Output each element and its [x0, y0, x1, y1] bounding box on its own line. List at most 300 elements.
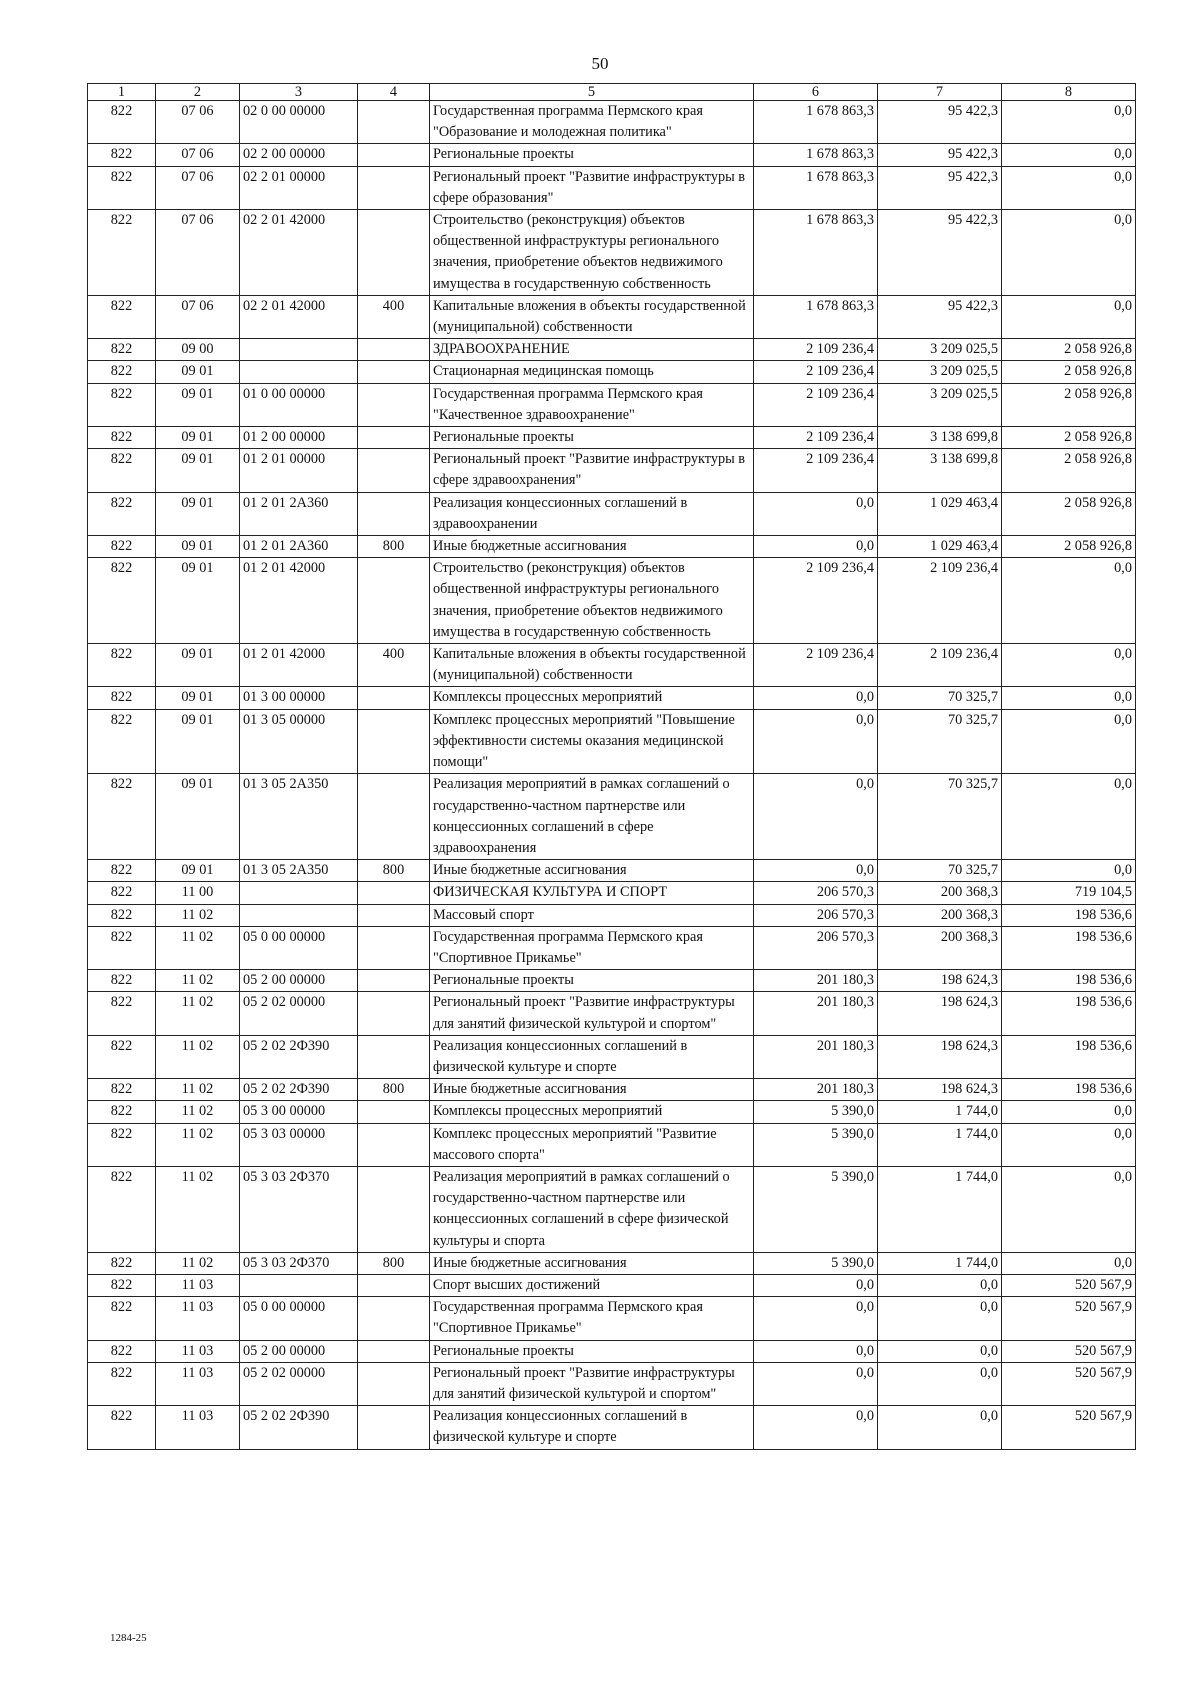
cell-amount-2: 0,0 [878, 1297, 1002, 1340]
table-row [88, 210, 1136, 296]
cell-description: Капитальные вложения в объекты государственной (муниципальной) собственности [430, 295, 754, 338]
cell-amount-1: 201 180,3 [754, 970, 878, 992]
table-row [88, 361, 1136, 383]
cell-amount-1: 0,0 [754, 1406, 878, 1449]
table-row [88, 449, 1136, 492]
cell-target-article: 01 2 01 42000 [240, 558, 358, 644]
table-row [88, 1123, 1136, 1166]
cell-description: Региональный проект "Развитие инфраструктуры для занятий физической культурой и спортом" [430, 992, 754, 1035]
cell-expense-type: 800 [358, 536, 430, 558]
cell-target-article: 05 0 00 00000 [240, 926, 358, 969]
cell-amount-3: 520 567,9 [1002, 1362, 1136, 1405]
cell-ministry-code: 822 [88, 904, 156, 926]
cell-amount-1: 2 109 236,4 [754, 427, 878, 449]
cell-section-code: 11 02 [156, 926, 240, 969]
cell-target-article: 01 3 00 00000 [240, 687, 358, 709]
cell-amount-2: 200 368,3 [878, 926, 1002, 969]
cell-amount-1: 0,0 [754, 1274, 878, 1296]
cell-ministry-code: 822 [88, 383, 156, 426]
cell-description: Реализация концессионных соглашений в физической культуре и спорте [430, 1406, 754, 1449]
table-row [88, 295, 1136, 338]
cell-expense-type [358, 144, 430, 166]
cell-ministry-code: 822 [88, 210, 156, 296]
cell-section-code: 09 01 [156, 383, 240, 426]
cell-expense-type [358, 992, 430, 1035]
cell-expense-type [358, 361, 430, 383]
cell-target-article: 01 2 01 00000 [240, 449, 358, 492]
cell-target-article: 05 3 03 00000 [240, 1123, 358, 1166]
cell-amount-2: 198 624,3 [878, 970, 1002, 992]
cell-expense-type: 800 [358, 860, 430, 882]
cell-ministry-code: 822 [88, 427, 156, 449]
cell-amount-1: 0,0 [754, 709, 878, 774]
cell-amount-2: 70 325,7 [878, 774, 1002, 860]
cell-target-article: 01 3 05 2А350 [240, 774, 358, 860]
cell-target-article: 01 2 01 2А360 [240, 492, 358, 535]
cell-section-code: 09 01 [156, 687, 240, 709]
cell-amount-3: 0,0 [1002, 144, 1136, 166]
table-row [88, 1035, 1136, 1078]
cell-amount-1: 201 180,3 [754, 1035, 878, 1078]
cell-expense-type [358, 1406, 430, 1449]
table-row [88, 492, 1136, 535]
cell-amount-1: 201 180,3 [754, 1079, 878, 1101]
cell-description: Региональные проекты [430, 144, 754, 166]
cell-target-article: 05 2 00 00000 [240, 1340, 358, 1362]
cell-target-article: 05 3 03 2Ф370 [240, 1166, 358, 1252]
table-row [88, 1362, 1136, 1405]
table-row [88, 144, 1136, 166]
cell-expense-type [358, 904, 430, 926]
cell-amount-2: 1 744,0 [878, 1252, 1002, 1274]
cell-amount-3: 0,0 [1002, 1123, 1136, 1166]
cell-description: Иные бюджетные ассигнования [430, 1252, 754, 1274]
table-row [88, 1079, 1136, 1101]
cell-target-article: 05 2 02 00000 [240, 1362, 358, 1405]
cell-ministry-code: 822 [88, 926, 156, 969]
cell-amount-3: 198 536,6 [1002, 1079, 1136, 1101]
table-row [88, 644, 1136, 687]
cell-description: Комплекс процессных мероприятий "Повышение эффективности системы оказания медицинской помощи" [430, 709, 754, 774]
cell-ministry-code: 822 [88, 709, 156, 774]
cell-amount-1: 2 109 236,4 [754, 449, 878, 492]
cell-ministry-code: 822 [88, 1274, 156, 1296]
cell-amount-2: 70 325,7 [878, 709, 1002, 774]
cell-amount-2: 95 422,3 [878, 295, 1002, 338]
cell-amount-1: 2 109 236,4 [754, 383, 878, 426]
cell-section-code: 11 02 [156, 1166, 240, 1252]
cell-amount-1: 1 678 863,3 [754, 101, 878, 144]
cell-ministry-code: 822 [88, 295, 156, 338]
cell-description: Реализация мероприятий в рамках соглашений о государственно-частном партнерстве или концессионных соглашений в сфере здравоохранения [430, 774, 754, 860]
cell-amount-1: 0,0 [754, 536, 878, 558]
cell-amount-2: 0,0 [878, 1362, 1002, 1405]
cell-ministry-code: 822 [88, 1166, 156, 1252]
cell-expense-type [358, 774, 430, 860]
cell-target-article: 05 2 02 2Ф390 [240, 1406, 358, 1449]
cell-target-article: 05 2 02 2Ф390 [240, 1035, 358, 1078]
cell-ministry-code: 822 [88, 1123, 156, 1166]
cell-target-article [240, 361, 358, 383]
cell-section-code: 07 06 [156, 166, 240, 209]
cell-section-code: 11 03 [156, 1406, 240, 1449]
cell-section-code: 11 02 [156, 1035, 240, 1078]
cell-target-article: 02 2 01 42000 [240, 295, 358, 338]
cell-description: Капитальные вложения в объекты государственной (муниципальной) собственности [430, 644, 754, 687]
cell-ministry-code: 822 [88, 1340, 156, 1362]
cell-ministry-code: 822 [88, 992, 156, 1035]
cell-amount-2: 70 325,7 [878, 687, 1002, 709]
column-header: 3 [240, 84, 358, 101]
cell-description: Комплекс процессных мероприятий "Развитие массового спорта" [430, 1123, 754, 1166]
budget-table [87, 83, 1136, 1450]
cell-description: Иные бюджетные ассигнования [430, 860, 754, 882]
cell-description: ЗДРАВООХРАНЕНИЕ [430, 339, 754, 361]
cell-section-code: 09 00 [156, 339, 240, 361]
cell-target-article: 05 0 00 00000 [240, 1297, 358, 1340]
cell-description: Стационарная медицинская помощь [430, 361, 754, 383]
cell-amount-3: 0,0 [1002, 558, 1136, 644]
cell-amount-3: 198 536,6 [1002, 926, 1136, 969]
table-header-row [88, 84, 1136, 101]
cell-amount-3: 2 058 926,8 [1002, 492, 1136, 535]
cell-target-article: 02 2 01 42000 [240, 210, 358, 296]
cell-amount-2: 2 109 236,4 [878, 644, 1002, 687]
cell-expense-type: 800 [358, 1252, 430, 1274]
cell-target-article: 01 2 01 42000 [240, 644, 358, 687]
cell-amount-1: 2 109 236,4 [754, 361, 878, 383]
table-row [88, 166, 1136, 209]
table-row [88, 992, 1136, 1035]
cell-expense-type [358, 687, 430, 709]
cell-amount-3: 2 058 926,8 [1002, 383, 1136, 426]
cell-ministry-code: 822 [88, 860, 156, 882]
cell-target-article [240, 1274, 358, 1296]
cell-amount-3: 0,0 [1002, 860, 1136, 882]
page-number: 50 [591, 54, 609, 73]
cell-target-article: 05 2 02 00000 [240, 992, 358, 1035]
column-header: 7 [878, 84, 1002, 101]
cell-amount-3: 0,0 [1002, 774, 1136, 860]
cell-section-code: 09 01 [156, 492, 240, 535]
cell-ministry-code: 822 [88, 970, 156, 992]
table-row [88, 1252, 1136, 1274]
cell-amount-2: 200 368,3 [878, 882, 1002, 904]
cell-amount-3: 719 104,5 [1002, 882, 1136, 904]
cell-expense-type [358, 1297, 430, 1340]
cell-amount-3: 520 567,9 [1002, 1340, 1136, 1362]
cell-description: Комплексы процессных мероприятий [430, 1101, 754, 1123]
cell-description: Иные бюджетные ассигнования [430, 1079, 754, 1101]
cell-amount-3: 2 058 926,8 [1002, 339, 1136, 361]
cell-ministry-code: 822 [88, 644, 156, 687]
cell-amount-3: 520 567,9 [1002, 1406, 1136, 1449]
cell-ministry-code: 822 [88, 101, 156, 144]
cell-amount-3: 198 536,6 [1002, 992, 1136, 1035]
cell-amount-1: 0,0 [754, 687, 878, 709]
cell-description: Строительство (реконструкция) объектов общественной инфраструктуры регионального значения, приобретение объектов недвижимого имущества в государственную собственность [430, 558, 754, 644]
cell-section-code: 11 03 [156, 1274, 240, 1296]
table-row [88, 882, 1136, 904]
cell-expense-type [358, 210, 430, 296]
cell-amount-3: 2 058 926,8 [1002, 361, 1136, 383]
cell-amount-2: 0,0 [878, 1406, 1002, 1449]
cell-expense-type: 400 [358, 644, 430, 687]
cell-amount-1: 5 390,0 [754, 1252, 878, 1274]
cell-amount-3: 0,0 [1002, 101, 1136, 144]
cell-amount-1: 5 390,0 [754, 1166, 878, 1252]
cell-amount-3: 520 567,9 [1002, 1297, 1136, 1340]
table-row [88, 101, 1136, 144]
table-row [88, 1274, 1136, 1296]
cell-amount-3: 0,0 [1002, 1101, 1136, 1123]
cell-amount-1: 1 678 863,3 [754, 210, 878, 296]
table-row [88, 1101, 1136, 1123]
cell-amount-1: 1 678 863,3 [754, 144, 878, 166]
cell-amount-3: 0,0 [1002, 166, 1136, 209]
cell-section-code: 07 06 [156, 101, 240, 144]
table-row [88, 339, 1136, 361]
cell-expense-type [358, 970, 430, 992]
cell-ministry-code: 822 [88, 339, 156, 361]
column-header: 2 [156, 84, 240, 101]
cell-ministry-code: 822 [88, 144, 156, 166]
cell-ministry-code: 822 [88, 361, 156, 383]
cell-amount-2: 1 029 463,4 [878, 492, 1002, 535]
cell-amount-2: 0,0 [878, 1340, 1002, 1362]
table-row [88, 1406, 1136, 1449]
cell-description: Спорт высших достижений [430, 1274, 754, 1296]
cell-ministry-code: 822 [88, 687, 156, 709]
footer-code: 1284-25 [110, 1632, 147, 1644]
cell-amount-1: 2 109 236,4 [754, 558, 878, 644]
cell-amount-2: 95 422,3 [878, 166, 1002, 209]
cell-amount-2: 3 138 699,8 [878, 427, 1002, 449]
cell-description: ФИЗИЧЕСКАЯ КУЛЬТУРА И СПОРТ [430, 882, 754, 904]
cell-amount-1: 1 678 863,3 [754, 166, 878, 209]
cell-ministry-code: 822 [88, 1297, 156, 1340]
cell-target-article: 01 3 05 2А350 [240, 860, 358, 882]
cell-ministry-code: 822 [88, 1252, 156, 1274]
cell-description: Государственная программа Пермского края "Качественное здравоохранение" [430, 383, 754, 426]
cell-expense-type: 400 [358, 295, 430, 338]
table-row [88, 904, 1136, 926]
cell-expense-type [358, 1101, 430, 1123]
table-row [88, 926, 1136, 969]
cell-section-code: 09 01 [156, 860, 240, 882]
cell-amount-3: 198 536,6 [1002, 904, 1136, 926]
cell-target-article: 02 2 01 00000 [240, 166, 358, 209]
cell-amount-1: 0,0 [754, 1362, 878, 1405]
cell-section-code: 11 00 [156, 882, 240, 904]
cell-expense-type [358, 1035, 430, 1078]
column-header: 6 [754, 84, 878, 101]
cell-section-code: 11 02 [156, 1123, 240, 1166]
cell-section-code: 11 02 [156, 1252, 240, 1274]
cell-amount-1: 0,0 [754, 1297, 878, 1340]
cell-amount-2: 198 624,3 [878, 1079, 1002, 1101]
cell-ministry-code: 822 [88, 882, 156, 904]
cell-expense-type [358, 558, 430, 644]
cell-amount-2: 95 422,3 [878, 210, 1002, 296]
cell-description: Строительство (реконструкция) объектов общественной инфраструктуры регионального значения, приобретение объектов недвижимого имущества в государственную собственность [430, 210, 754, 296]
table-row [88, 860, 1136, 882]
cell-ministry-code: 822 [88, 492, 156, 535]
cell-description: Массовый спорт [430, 904, 754, 926]
cell-amount-2: 200 368,3 [878, 904, 1002, 926]
table-row [88, 427, 1136, 449]
cell-amount-2: 198 624,3 [878, 1035, 1002, 1078]
cell-expense-type [358, 1340, 430, 1362]
cell-expense-type [358, 166, 430, 209]
cell-section-code: 09 01 [156, 558, 240, 644]
cell-amount-2: 2 109 236,4 [878, 558, 1002, 644]
cell-description: Региональные проекты [430, 427, 754, 449]
cell-section-code: 11 02 [156, 992, 240, 1035]
cell-expense-type [358, 101, 430, 144]
cell-section-code: 09 01 [156, 427, 240, 449]
cell-amount-3: 0,0 [1002, 644, 1136, 687]
cell-expense-type [358, 383, 430, 426]
cell-amount-3: 0,0 [1002, 709, 1136, 774]
cell-section-code: 07 06 [156, 210, 240, 296]
cell-amount-3: 0,0 [1002, 687, 1136, 709]
cell-ministry-code: 822 [88, 558, 156, 644]
cell-amount-1: 5 390,0 [754, 1123, 878, 1166]
cell-target-article: 01 2 00 00000 [240, 427, 358, 449]
table-row [88, 383, 1136, 426]
cell-description: Региональный проект "Развитие инфраструктуры для занятий физической культурой и спортом" [430, 1362, 754, 1405]
cell-amount-2: 95 422,3 [878, 101, 1002, 144]
cell-description: Региональный проект "Развитие инфраструктуры в сфере образования" [430, 166, 754, 209]
cell-description: Государственная программа Пермского края "Спортивное Прикамье" [430, 1297, 754, 1340]
cell-target-article: 01 3 05 00000 [240, 709, 358, 774]
cell-ministry-code: 822 [88, 1035, 156, 1078]
cell-amount-2: 3 138 699,8 [878, 449, 1002, 492]
cell-amount-1: 206 570,3 [754, 926, 878, 969]
cell-target-article: 01 2 01 2А360 [240, 536, 358, 558]
column-header: 4 [358, 84, 430, 101]
cell-amount-2: 1 744,0 [878, 1123, 1002, 1166]
cell-amount-3: 520 567,9 [1002, 1274, 1136, 1296]
cell-amount-1: 206 570,3 [754, 882, 878, 904]
cell-amount-3: 198 536,6 [1002, 1035, 1136, 1078]
cell-description: Реализация мероприятий в рамках соглашений о государственно-частном партнерстве или концессионных соглашений в сфере физической культуры и спорта [430, 1166, 754, 1252]
cell-amount-2: 3 209 025,5 [878, 339, 1002, 361]
cell-expense-type [358, 449, 430, 492]
cell-target-article [240, 904, 358, 926]
cell-section-code: 09 01 [156, 774, 240, 860]
cell-description: Комплексы процессных мероприятий [430, 687, 754, 709]
cell-section-code: 11 03 [156, 1297, 240, 1340]
table-row [88, 970, 1136, 992]
cell-amount-1: 2 109 236,4 [754, 339, 878, 361]
cell-amount-2: 3 209 025,5 [878, 383, 1002, 426]
cell-target-article: 05 2 02 2Ф390 [240, 1079, 358, 1101]
cell-section-code: 07 06 [156, 144, 240, 166]
table-row [88, 1166, 1136, 1252]
table-row [88, 1297, 1136, 1340]
cell-section-code: 09 01 [156, 709, 240, 774]
cell-amount-2: 70 325,7 [878, 860, 1002, 882]
cell-section-code: 11 03 [156, 1362, 240, 1405]
cell-ministry-code: 822 [88, 536, 156, 558]
cell-expense-type [358, 1123, 430, 1166]
cell-amount-2: 3 209 025,5 [878, 361, 1002, 383]
cell-section-code: 11 02 [156, 1101, 240, 1123]
cell-ministry-code: 822 [88, 1406, 156, 1449]
cell-amount-1: 0,0 [754, 492, 878, 535]
column-header: 8 [1002, 84, 1136, 101]
cell-expense-type [358, 339, 430, 361]
cell-description: Государственная программа Пермского края "Образование и молодежная политика" [430, 101, 754, 144]
cell-expense-type [358, 427, 430, 449]
cell-expense-type [358, 882, 430, 904]
column-header: 5 [430, 84, 754, 101]
cell-amount-3: 0,0 [1002, 210, 1136, 296]
cell-amount-2: 95 422,3 [878, 144, 1002, 166]
cell-section-code: 11 02 [156, 970, 240, 992]
cell-ministry-code: 822 [88, 774, 156, 860]
cell-description: Региональный проект "Развитие инфраструктуры в сфере здравоохранения" [430, 449, 754, 492]
cell-target-article: 02 0 00 00000 [240, 101, 358, 144]
cell-amount-1: 5 390,0 [754, 1101, 878, 1123]
cell-description: Региональные проекты [430, 1340, 754, 1362]
table-body [88, 101, 1136, 1450]
cell-amount-1: 2 109 236,4 [754, 644, 878, 687]
cell-section-code: 09 01 [156, 536, 240, 558]
cell-amount-3: 2 058 926,8 [1002, 536, 1136, 558]
cell-ministry-code: 822 [88, 449, 156, 492]
cell-section-code: 09 01 [156, 449, 240, 492]
cell-section-code: 11 02 [156, 1079, 240, 1101]
cell-amount-3: 0,0 [1002, 1252, 1136, 1274]
cell-amount-2: 1 029 463,4 [878, 536, 1002, 558]
cell-expense-type [358, 1362, 430, 1405]
cell-amount-3: 2 058 926,8 [1002, 449, 1136, 492]
cell-section-code: 09 01 [156, 644, 240, 687]
cell-target-article: 02 2 00 00000 [240, 144, 358, 166]
cell-amount-1: 0,0 [754, 860, 878, 882]
cell-expense-type: 800 [358, 1079, 430, 1101]
table-row [88, 687, 1136, 709]
cell-amount-1: 206 570,3 [754, 904, 878, 926]
column-header: 1 [88, 84, 156, 101]
table-row [88, 536, 1136, 558]
cell-amount-2: 0,0 [878, 1274, 1002, 1296]
cell-amount-2: 1 744,0 [878, 1101, 1002, 1123]
cell-target-article: 05 3 03 2Ф370 [240, 1252, 358, 1274]
cell-amount-2: 198 624,3 [878, 992, 1002, 1035]
cell-ministry-code: 822 [88, 1079, 156, 1101]
cell-description: Реализация концессионных соглашений в физической культуре и спорте [430, 1035, 754, 1078]
cell-amount-3: 198 536,6 [1002, 970, 1136, 992]
cell-ministry-code: 822 [88, 166, 156, 209]
cell-amount-3: 2 058 926,8 [1002, 427, 1136, 449]
cell-expense-type [358, 492, 430, 535]
table-row [88, 709, 1136, 774]
cell-target-article: 05 3 00 00000 [240, 1101, 358, 1123]
cell-amount-2: 1 744,0 [878, 1166, 1002, 1252]
cell-section-code: 07 06 [156, 295, 240, 338]
cell-amount-3: 0,0 [1002, 1166, 1136, 1252]
cell-section-code: 09 01 [156, 361, 240, 383]
cell-ministry-code: 822 [88, 1101, 156, 1123]
cell-description: Иные бюджетные ассигнования [430, 536, 754, 558]
cell-section-code: 11 02 [156, 904, 240, 926]
cell-ministry-code: 822 [88, 1362, 156, 1405]
cell-description: Реализация концессионных соглашений в здравоохранении [430, 492, 754, 535]
